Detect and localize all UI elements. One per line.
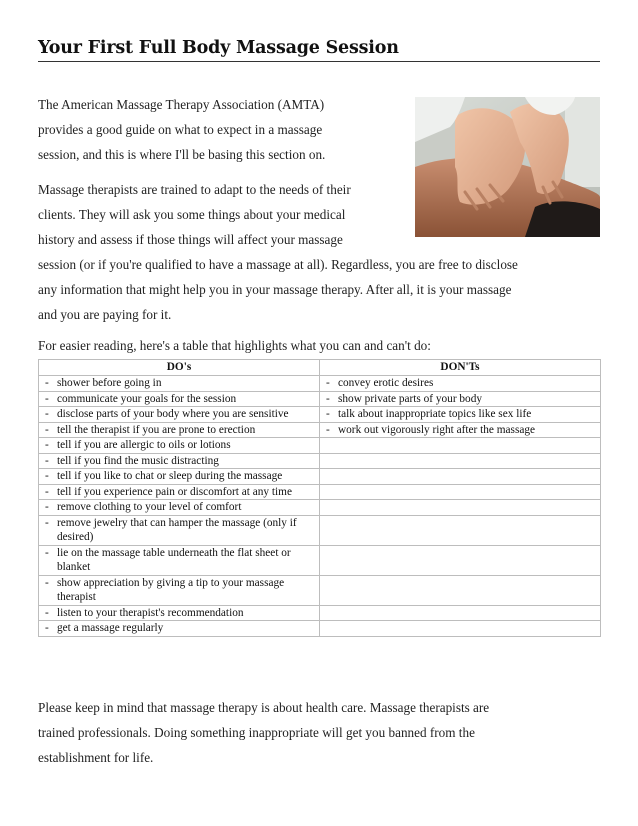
table-row (39, 605, 601, 621)
header-donts: DON'Ts (320, 360, 601, 376)
table-row (39, 621, 601, 637)
do-item-text: tell if you like to chat or sleep during the massage (57, 470, 283, 482)
do-item-text: remove clothing to your level of comfort (57, 501, 242, 513)
do-cell (39, 575, 320, 605)
closing-paragraph (38, 695, 600, 770)
page-title: Your First Full Body Massage Session (38, 38, 600, 62)
text-line: The American Massage Therapy Association (AMTA) (38, 97, 325, 112)
dont-cell (320, 484, 601, 500)
dont-cell (320, 391, 601, 407)
do-item-text: shower before going in (57, 377, 162, 389)
list-dash: - (326, 423, 330, 436)
dont-item-text: work out vigorously right after the massage (338, 423, 536, 436)
dos-donts-table (38, 359, 601, 637)
text-line: Massage therapists are trained to adapt to the needs of their (38, 182, 351, 197)
do-cell (39, 438, 320, 454)
dont-cell (320, 422, 601, 438)
text-line: establishment for life. (38, 750, 154, 765)
dont-cell (320, 545, 601, 575)
do-item-text: remove jewelry that can hamper the massage (only if desired) (57, 516, 297, 543)
dont-item-text: convey erotic desires (338, 377, 434, 389)
text-line: any information that might help you in your massage therapy. After all, it is your massage (38, 282, 512, 297)
dont-item-text: talk about inappropriate topics like sex life (338, 408, 532, 420)
text-line: Please keep in mind that massage therapy is about health care. Massage therapists are (38, 700, 490, 715)
table-row (39, 484, 601, 500)
list-dash: - (45, 606, 49, 619)
dont-item-text: show private parts of your body (338, 392, 483, 405)
list-dash: - (45, 470, 49, 482)
do-item-text: show appreciation by giving a tip to your massage therapist (57, 576, 285, 603)
text-line: provides a good guide on what to expect in a massage (38, 122, 323, 137)
list-dash: - (45, 392, 49, 405)
do-item-text: tell if you experience pain or discomfort at any time (57, 485, 292, 498)
do-cell (39, 391, 320, 407)
list-dash: - (45, 485, 49, 498)
table-row (39, 515, 601, 545)
text-line: session, and this is where I'll be basing this section on. (38, 147, 326, 162)
dont-cell (320, 453, 601, 469)
list-dash: - (45, 516, 49, 529)
do-cell (39, 453, 320, 469)
do-item-text: lie on the massage table underneath the flat sheet or blanket (57, 546, 291, 573)
table-row (39, 469, 601, 485)
table-header-row (39, 360, 601, 376)
do-cell (39, 469, 320, 485)
do-item-text: get a massage regularly (57, 622, 164, 634)
list-dash: - (45, 377, 49, 389)
list-dash: - (45, 501, 49, 513)
table-row (39, 376, 601, 392)
do-item-text: disclose parts of your body where you are sensitive (57, 408, 289, 420)
list-dash: - (45, 546, 49, 559)
do-cell (39, 422, 320, 438)
do-cell (39, 515, 320, 545)
table-row (39, 545, 601, 575)
text-line: trained professionals. Doing something inappropriate will get you banned from the (38, 725, 475, 740)
do-item-text: communicate your goals for the session (57, 392, 237, 405)
dont-cell (320, 376, 601, 392)
therapist-paragraph (38, 177, 600, 327)
dont-cell (320, 469, 601, 485)
table-row (39, 422, 601, 438)
dont-cell (320, 575, 601, 605)
do-cell (39, 484, 320, 500)
dont-cell (320, 438, 601, 454)
text-line: and you are paying for it. (38, 307, 172, 322)
header-dos: DO's (39, 360, 320, 376)
table-row (39, 407, 601, 423)
dont-cell (320, 407, 601, 423)
list-dash: - (45, 454, 49, 467)
dont-cell (320, 605, 601, 621)
list-dash: - (326, 392, 330, 405)
text-line: clients. They will ask you some things about your medical (38, 207, 346, 222)
list-dash: - (45, 408, 49, 420)
list-dash: - (326, 377, 330, 389)
table-row (39, 453, 601, 469)
list-dash: - (45, 423, 49, 436)
list-dash: - (326, 408, 330, 420)
do-cell (39, 621, 320, 637)
do-cell (39, 376, 320, 392)
text-line: session (or if you're qualified to have a massage at all). Regardless, you are free to disclose (38, 257, 518, 272)
list-dash: - (45, 439, 49, 451)
table-intro: For easier reading, here's a table that highlights what you can and can't do: (38, 338, 431, 353)
list-dash: - (45, 622, 49, 634)
table-row (39, 500, 601, 516)
dont-cell (320, 500, 601, 516)
do-item-text: tell if you are allergic to oils or lotions (57, 439, 231, 451)
table-row (39, 391, 601, 407)
do-item-text: tell if you find the music distracting (57, 454, 219, 467)
list-dash: - (45, 576, 49, 589)
text-line: history and assess if those things will affect your massage (38, 232, 343, 247)
table-row (39, 438, 601, 454)
do-item-text: listen to your therapist's recommendation (57, 606, 244, 619)
do-cell (39, 545, 320, 575)
table-row (39, 575, 601, 605)
do-cell (39, 407, 320, 423)
do-cell (39, 605, 320, 621)
do-cell (39, 500, 320, 516)
dont-cell (320, 515, 601, 545)
dont-cell (320, 621, 601, 637)
do-item-text: tell the therapist if you are prone to erection (57, 423, 256, 436)
